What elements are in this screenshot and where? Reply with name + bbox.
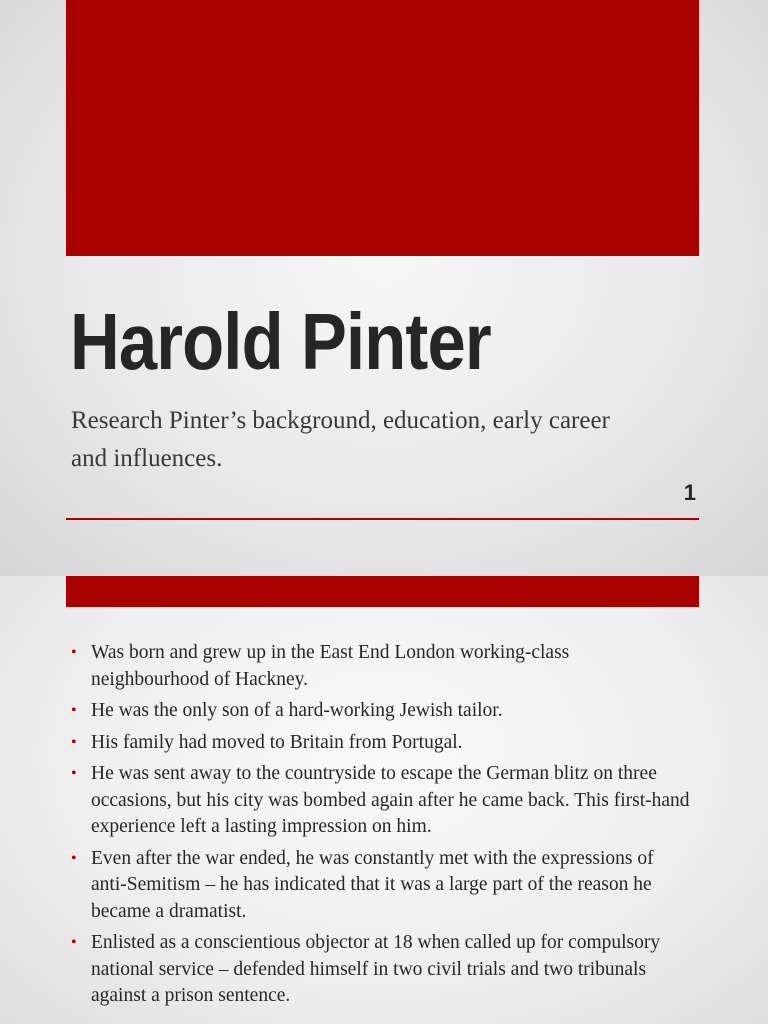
slide-title: Harold Pinter [70, 297, 491, 386]
bullet-item [70, 930, 690, 1010]
slide-number: 1 [683, 480, 696, 505]
content-slide [0, 576, 768, 1024]
bullet-item [70, 698, 690, 725]
bullet-text: Enlisted as a conscientious objector at 18 when called up for compulsory national service – defended himself in two civil trials and two tribunals against a prison sentence. [91, 932, 661, 1006]
bullet-item [70, 761, 690, 841]
bullet-text: His family had moved to Britain from Portugal. [91, 731, 463, 753]
bullet-item [70, 640, 690, 693]
bullet-text: He was the only son of a hard-working Jewish tailor. [91, 700, 503, 721]
bullet-marker: • [71, 644, 77, 661]
bullet-text: Even after the war ended, he was constantly met with the expressions of anti-Semitism – he has indicated that it was a large part of the reason he became a dramatist. [91, 847, 654, 922]
bullet-item [70, 846, 690, 926]
red-divider-line [66, 518, 699, 520]
bullet-item [70, 730, 690, 757]
bullet-marker: • [71, 934, 77, 951]
bullet-text: Was born and grew up in the East End London working-class neighbourhood of Hackney. [91, 642, 570, 690]
content-slide-red-banner [66, 576, 699, 607]
bullet-marker: • [71, 849, 77, 867]
bullet-marker: • [71, 702, 77, 719]
bullet-text: He was sent away to the countryside to escape the German blitz on three occasions, but his city was bombed again after he came back. This first-hand experience left a lasting impression on him. [91, 763, 690, 837]
slide-subtitle: Research Pinter’s background, education, early career and influences. [71, 407, 610, 472]
bullet-marker: • [71, 733, 77, 751]
bullet-marker: • [71, 765, 77, 782]
bullet-list [70, 640, 690, 1015]
title-slide-red-banner [66, 0, 699, 256]
